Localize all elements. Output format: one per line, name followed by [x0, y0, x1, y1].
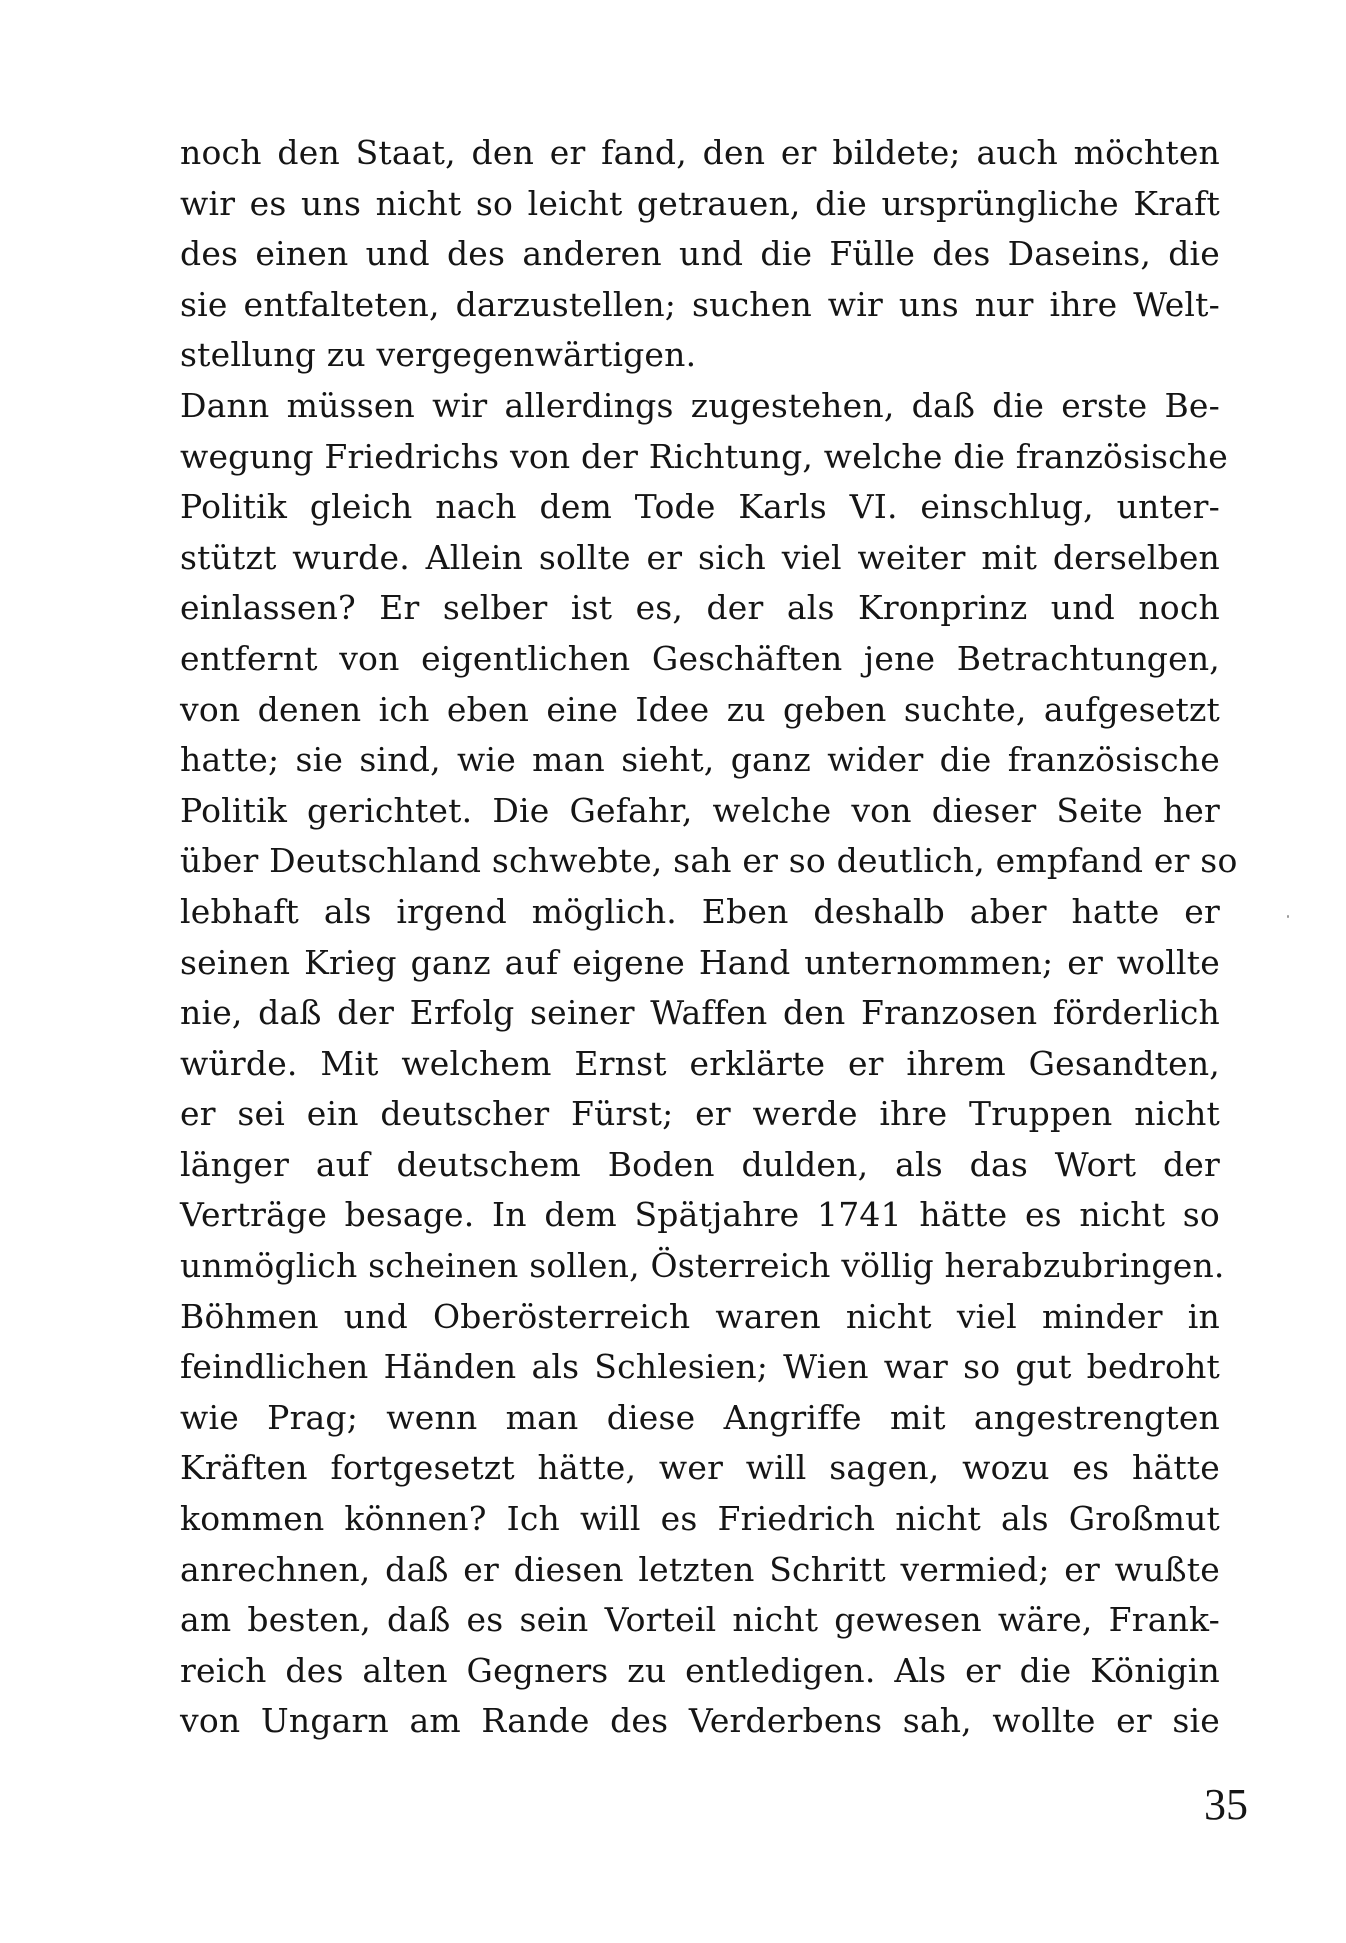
text-line: länger auf deutschem Boden dulden, als das Wort der [180, 1144, 1220, 1184]
text-line: am besten, daß es sein Vorteil nicht gewesen wäre, Frank- [180, 1600, 1220, 1640]
text-line: Dann müssen wir allerdings zugestehen, daß die erste Be- [180, 385, 1220, 425]
print-speck [1287, 915, 1289, 918]
text-line: feindlichen Händen als Schlesien; Wien war so gut bedroht [180, 1347, 1220, 1387]
text-line: Verträge besage. In dem Spätjahre 1741 hätte es nicht so [180, 1195, 1220, 1235]
text-line: einlassen? Er selber ist es, der als Kronprinz und noch [180, 588, 1220, 628]
text-line: noch den Staat, den er fand, den er bildete; auch möchten [180, 133, 1220, 172]
text-line: stellung zu vergegenwärtigen. [180, 335, 697, 375]
text-line: Kräften fortgesetzt hätte, wer will sagen, wozu es hätte [180, 1448, 1220, 1488]
text-line: Politik gleich nach dem Tode Karls VI. einschlug, unter- [180, 487, 1220, 527]
text-line: über Deutschland schwebte, sah er so deutlich, empfand er so [180, 841, 1238, 881]
text-line: Politik gerichtet. Die Gefahr, welche von dieser Seite her [180, 790, 1220, 830]
text-line: des einen und des anderen und die Fülle des Daseins, die [180, 234, 1220, 274]
body-text [180, 128, 1238, 1747]
text-line: anrechnen, daß er diesen letzten Schritt vermied; er wußte [180, 1549, 1220, 1589]
text-line: von Ungarn am Rande des Verderbens sah, wollte er sie [180, 1701, 1220, 1741]
text-line: kommen können? Ich will es Friedrich nicht als Großmut [180, 1499, 1220, 1539]
text-line: seinen Krieg ganz auf eigene Hand unternommen; er wollte [180, 942, 1220, 982]
text-line: Böhmen und Oberösterreich waren nicht viel minder in [180, 1296, 1220, 1336]
text-line: nie, daß der Erfolg seiner Waffen den Franzosen förderlich [180, 993, 1220, 1033]
text-line: würde. Mit welchem Ernst erklärte er ihrem Gesandten, [180, 1043, 1220, 1083]
text-line: reich des alten Gegners zu entledigen. Als er die Königin [180, 1650, 1220, 1690]
text-line: entfernt von eigentlichen Geschäften jene Betrachtungen, [180, 638, 1220, 678]
text-line: sie entfalteten, darzustellen; suchen wir uns nur ihre Welt- [180, 284, 1220, 324]
text-line: lebhaft als irgend möglich. Eben deshalb aber hatte er [180, 891, 1220, 931]
page-number: 35 [1204, 1780, 1248, 1829]
text-line: wie Prag; wenn man diese Angriffe mit angestrengten [180, 1397, 1220, 1437]
text-line: wegung Friedrichs von der Richtung, welche die französische [180, 436, 1229, 476]
text-line: hatte; sie sind, wie man sieht, ganz wider die französische [180, 740, 1220, 780]
text-line: er sei ein deutscher Fürst; er werde ihre Truppen nicht [180, 1094, 1220, 1134]
text-line: wir es uns nicht so leicht getrauen, die ursprüngliche Kraft [180, 183, 1220, 223]
text-line: stützt wurde. Allein sollte er sich viel weiter mit derselben [180, 537, 1220, 577]
text-line: von denen ich eben eine Idee zu geben suchte, aufgesetzt [180, 689, 1220, 729]
text-line: unmöglich scheinen sollen, Österreich völlig herabzubringen. [180, 1246, 1225, 1286]
